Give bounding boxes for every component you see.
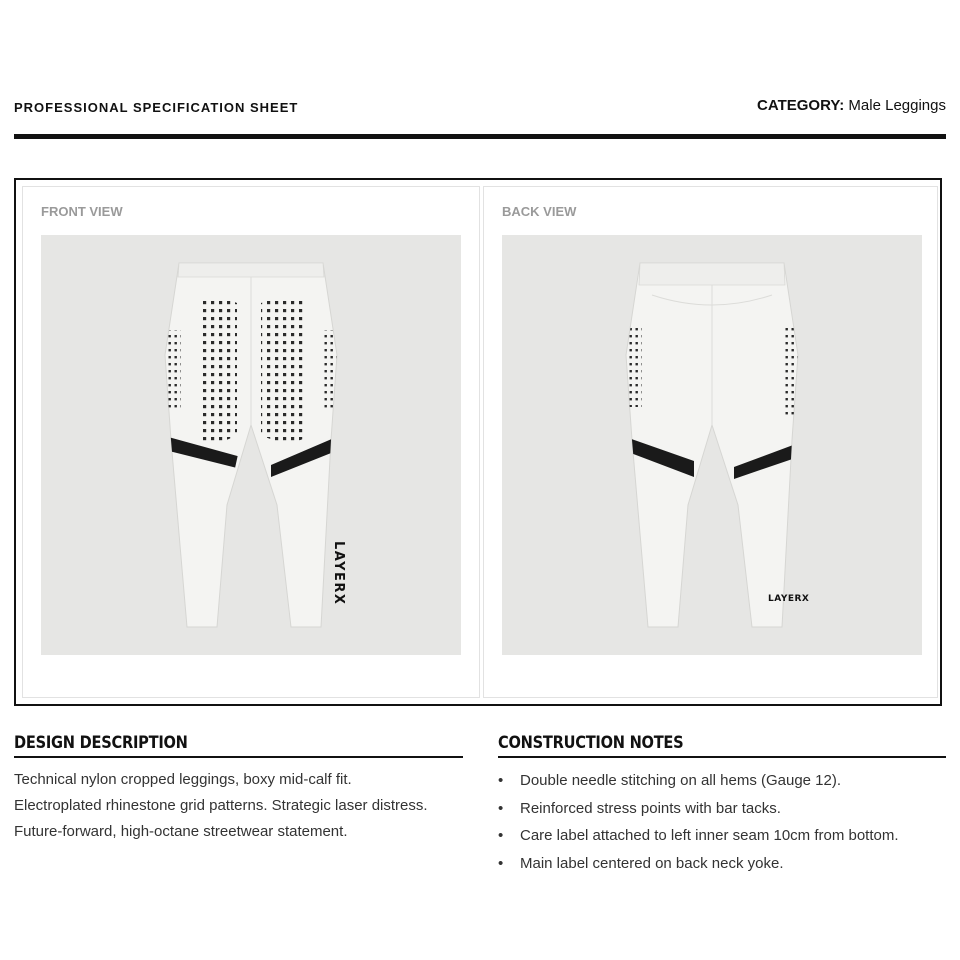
bullet-icon: •	[498, 799, 504, 817]
note-text: Main label centered on back neck yoke.	[520, 854, 784, 872]
bullet-icon: •	[498, 772, 504, 789]
list-item	[498, 850, 948, 878]
list-item	[498, 822, 948, 850]
note-text: Double needle stitching on all hems (Gauge 12).	[520, 772, 842, 789]
front-view-image	[41, 235, 461, 655]
front-view-label: FRONT VIEW	[41, 204, 123, 219]
front-brand-logo: LAYERX	[331, 541, 346, 606]
front-view-panel	[22, 186, 480, 698]
category-label: CATEGORY:	[757, 97, 845, 114]
design-line: Technical nylon cropped leggings, boxy mid-calf fit.	[14, 771, 352, 788]
views-frame	[14, 178, 942, 706]
construction-notes-heading: CONSTRUCTION NOTES	[498, 733, 684, 753]
design-line: Future-forward, high-octane streetwear statement.	[14, 823, 348, 840]
back-brand-logo: LAYERX	[768, 594, 810, 604]
list-item	[498, 795, 948, 823]
sheet-title: PROFESSIONAL SPECIFICATION SHEET	[14, 100, 299, 115]
list-item	[498, 767, 948, 795]
header-divider	[14, 134, 946, 139]
design-description-heading: DESIGN DESCRIPTION	[14, 733, 188, 753]
design-description-text	[14, 767, 474, 845]
bullet-icon: •	[498, 854, 504, 872]
note-text: Reinforced stress points with bar tacks.	[520, 799, 781, 817]
category-value: Male Leggings	[848, 97, 946, 114]
construction-notes-list	[498, 767, 948, 877]
bullet-icon: •	[498, 827, 504, 844]
back-view-label: BACK VIEW	[502, 204, 577, 219]
category	[757, 97, 946, 114]
design-description-rule	[14, 756, 463, 758]
back-view-image	[502, 235, 922, 655]
back-view-panel	[483, 186, 938, 698]
design-line: Electroplated rhinestone grid patterns. Strategic laser distress.	[14, 797, 428, 814]
note-text: Care label attached to left inner seam 10cm from bottom.	[520, 827, 899, 844]
construction-notes-rule	[498, 756, 946, 758]
